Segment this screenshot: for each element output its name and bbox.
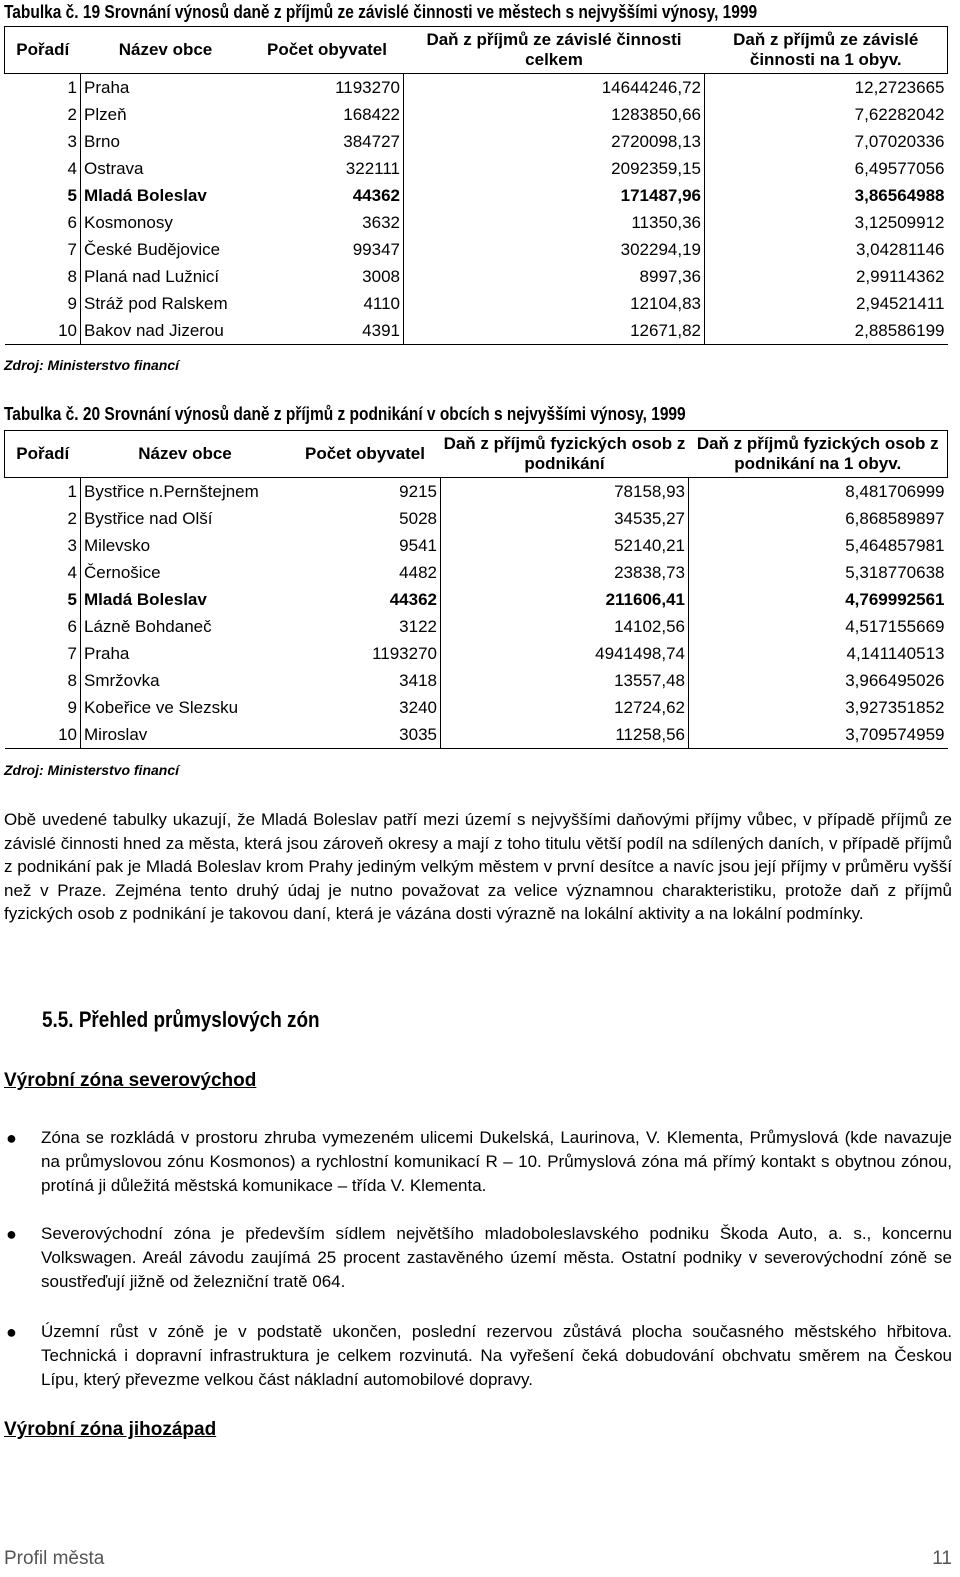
table-20-caption: Tabulka č. 20 Srovnání výnosů daně z příjmů z podnikání v obcích s nejvyššími výnosy, 1999 <box>4 404 686 424</box>
cell-population: 3122 <box>399 617 437 636</box>
cell-rank: 2 <box>67 105 77 124</box>
cell-tax-total: 2092359,15 <box>404 155 705 182</box>
cell-rank: 3 <box>67 132 77 151</box>
cell-tax-total: 34535,27 <box>441 505 689 532</box>
cell-municipality: Praha <box>81 640 290 667</box>
cell-tax-per-capita: 3,709574959 <box>689 721 948 749</box>
cell-tax-total: 11258,56 <box>441 721 689 749</box>
cell-tax-per-capita: 4,141140513 <box>689 640 948 667</box>
cell-tax-per-capita: 2,88586199 <box>705 317 948 345</box>
cell-tax-per-capita: 2,94521411 <box>705 290 948 317</box>
table-row <box>5 640 948 667</box>
cell-population: 44362 <box>352 186 400 205</box>
footer-title: Profil města <box>4 1548 105 1569</box>
table-row <box>5 694 948 721</box>
header-population: Počet obyvatel <box>251 27 404 74</box>
page-number: 11 <box>932 1548 952 1569</box>
cell-tax-per-capita: 6,49577056 <box>705 155 948 182</box>
cell-tax-per-capita: 3,04281146 <box>705 236 948 263</box>
cell-tax-per-capita: 6,868589897 <box>689 505 948 532</box>
bullet-text: Severovýchodní zóna je především sídlem největšího mladoboleslavského podniku Škoda Auto, a. s., koncernu Volkswagen. Areál závodu zaujímá 25 procent zastavěného území města. Ostatní podniky v severovýchodní zóně se soustřeďují jižně od železniční tratě 064. <box>41 1224 952 1291</box>
cell-population: 3632 <box>362 213 400 232</box>
table-19-body <box>5 27 948 345</box>
cell-municipality: Miroslav <box>81 721 290 749</box>
header-municipality: Název obce <box>81 431 290 478</box>
cell-rank: 1 <box>67 78 77 97</box>
cell-rank: 9 <box>67 698 77 717</box>
cell-rank: 8 <box>67 671 77 690</box>
table-row <box>5 478 948 506</box>
cell-tax-per-capita: 5,464857981 <box>689 532 948 559</box>
cell-population: 3008 <box>362 267 400 286</box>
zone-northeast-heading: Výrobní zóna severovýchod <box>4 1070 257 1091</box>
table-19-caption: Tabulka č. 19 Srovnání výnosů daně z příjmů ze závislé činnosti ve městech s nejvyššími výnosy, 1999 <box>4 2 758 22</box>
table-row <box>5 505 948 532</box>
cell-tax-per-capita: 7,62282042 <box>705 101 948 128</box>
cell-municipality: Stráž pod Ralskem <box>81 290 251 317</box>
cell-municipality: Planá nad Lužnicí <box>81 263 251 290</box>
table-row <box>5 209 948 236</box>
cell-municipality: Bakov nad Jizerou <box>81 317 251 345</box>
table-20-source: Zdroj: Ministerstvo financí <box>4 762 180 778</box>
bullet-item <box>4 1320 952 1392</box>
cell-municipality: České Budějovice <box>81 236 251 263</box>
cell-population: 384727 <box>343 132 400 151</box>
table-row <box>5 236 948 263</box>
cell-tax-total: 171487,96 <box>404 182 705 209</box>
bullet-icon: ● <box>6 1224 17 1244</box>
bullet-icon: ● <box>6 1322 17 1342</box>
cell-population: 1193270 <box>372 644 437 663</box>
cell-rank: 8 <box>67 267 77 286</box>
table-20-body <box>5 431 948 749</box>
header-tax-per-capita: Daň z příjmů fyzických osob z podnikání na 1 obyv. <box>689 431 948 478</box>
cell-municipality: Lázně Bohdaneč <box>81 613 290 640</box>
cell-tax-total: 12671,82 <box>404 317 705 345</box>
cell-municipality: Černošice <box>81 559 290 586</box>
cell-population: 99347 <box>352 240 400 259</box>
header-tax-total: Daň z příjmů fyzických osob z podnikání <box>441 431 689 478</box>
bullet-item <box>4 1126 952 1198</box>
cell-municipality: Praha <box>81 74 251 102</box>
cell-tax-total: 52140,21 <box>441 532 689 559</box>
table-row <box>5 317 948 345</box>
header-municipality: Název obce <box>81 27 251 74</box>
cell-tax-per-capita: 3,86564988 <box>705 182 948 209</box>
table-row <box>5 74 948 102</box>
table-row <box>5 532 948 559</box>
cell-rank: 7 <box>67 240 77 259</box>
cell-rank: 9 <box>67 294 77 313</box>
cell-population: 44362 <box>389 590 437 609</box>
cell-rank: 3 <box>67 536 77 555</box>
cell-rank: 7 <box>67 644 77 663</box>
cell-tax-total: 4941498,74 <box>441 640 689 667</box>
cell-population: 4482 <box>399 563 437 582</box>
header-rank: Pořadí <box>5 27 81 74</box>
cell-tax-total: 2720098,13 <box>404 128 705 155</box>
cell-population: 3240 <box>399 698 437 717</box>
cell-tax-total: 14102,56 <box>441 613 689 640</box>
table-row <box>5 155 948 182</box>
cell-tax-total: 302294,19 <box>404 236 705 263</box>
cell-population: 9215 <box>399 482 437 501</box>
section-heading: 5.5. Přehled průmyslových zón <box>42 1007 320 1032</box>
table-19 <box>4 26 948 345</box>
cell-tax-per-capita: 4,517155669 <box>689 613 948 640</box>
cell-municipality: Kosmonosy <box>81 209 251 236</box>
cell-rank: 10 <box>5 317 81 345</box>
cell-tax-total: 8997,36 <box>404 263 705 290</box>
cell-municipality: Bystřice nad Olší <box>81 505 290 532</box>
cell-population: 168422 <box>343 105 400 124</box>
cell-population: 3418 <box>399 671 437 690</box>
cell-population: 1193270 <box>335 78 400 97</box>
cell-municipality: Bystřice n.Pernštejnem <box>81 478 290 506</box>
table-row <box>5 263 948 290</box>
cell-rank: 1 <box>67 482 77 501</box>
cell-tax-per-capita: 8,481706999 <box>689 478 948 506</box>
cell-rank: 5 <box>67 590 77 609</box>
cell-municipality: Mladá Boleslav <box>81 586 290 613</box>
cell-rank: 5 <box>67 186 77 205</box>
table-row <box>5 586 948 613</box>
bullet-text: Územní růst v zóně je v podstatě ukončen, poslední rezervou zůstává plocha současného městského hřbitova. Technická i dopravní infrastruktura je celkem rozvinutá. Na vyřešení čeká dobudování obchvatu směrem na Českou Lípu, který převezme velkou část nákladní automobilové dopravy. <box>41 1322 952 1389</box>
cell-tax-per-capita: 2,99114362 <box>705 263 948 290</box>
cell-rank: 10 <box>5 721 81 749</box>
cell-rank: 4 <box>67 563 77 582</box>
cell-population: 3035 <box>290 721 441 749</box>
bullet-text: Zóna se rozkládá v prostoru zhruba vymezeném ulicemi Dukelská, Laurinova, V. Klementa, Průmyslová (kde navazuje na průmyslovou zónu Kosmonos) a rychlostní komunikací R – 10. Průmyslová zóna má přímý kontakt s obytnou zónou, protíná ji důležitá městská komunikace – třída V. Klementa. <box>41 1128 952 1195</box>
table-row <box>5 613 948 640</box>
cell-tax-total: 78158,93 <box>441 478 689 506</box>
table-row <box>5 667 948 694</box>
table-row <box>5 290 948 317</box>
table-20 <box>4 430 948 749</box>
cell-tax-per-capita: 3,966495026 <box>689 667 948 694</box>
cell-municipality: Kobeřice ve Slezsku <box>81 694 290 721</box>
cell-tax-total: 1283850,66 <box>404 101 705 128</box>
cell-tax-per-capita: 3,927351852 <box>689 694 948 721</box>
table-row <box>5 101 948 128</box>
cell-rank: 6 <box>67 617 77 636</box>
cell-tax-per-capita: 12,2723665 <box>705 74 948 102</box>
cell-rank: 2 <box>67 509 77 528</box>
header-rank: Pořadí <box>5 431 81 478</box>
cell-tax-total: 12104,83 <box>404 290 705 317</box>
cell-population: 4391 <box>251 317 404 345</box>
table-header-row <box>5 27 948 74</box>
header-population: Počet obyvatel <box>290 431 441 478</box>
table-row <box>5 559 948 586</box>
table-header-row <box>5 431 948 478</box>
header-tax-total: Daň z příjmů ze závislé činnosti celkem <box>404 27 705 74</box>
summary-paragraph: Obě uvedené tabulky ukazují, že Mladá Boleslav patří mezi území s nejvyššími daňovými příjmy vůbec, v případě příjmů ze závislé činnosti hned za města, která jsou zároveň okresy a mají z toho titulu větší podíl na sdílených daních, v případě příjmů z podnikání pak je Mladá Boleslav krom Prahy jediným velkým městem v první desítce a navíc jsou její příjmy v průměru vyšší než v Praze. Zejména tento druhý údaj je nutno považovat za velice významnou charakteristiku, protože daň z příjmů fyzických osob z podnikání je takovou daní, která je vázána dosti výrazně na lokální aktivity a na lokální podmínky. <box>4 810 952 923</box>
cell-tax-per-capita: 7,07020336 <box>705 128 948 155</box>
cell-tax-total: 23838,73 <box>441 559 689 586</box>
cell-population: 322111 <box>345 159 400 178</box>
cell-municipality: Ostrava <box>81 155 251 182</box>
cell-municipality: Plzeň <box>81 101 251 128</box>
cell-municipality: Smržovka <box>81 667 290 694</box>
bullet-icon: ● <box>6 1128 17 1148</box>
bullet-item <box>4 1222 952 1294</box>
cell-tax-per-capita: 3,12509912 <box>705 209 948 236</box>
cell-rank: 4 <box>67 159 77 178</box>
zone-southwest-heading: Výrobní zóna jihozápad <box>4 1419 217 1440</box>
cell-population: 5028 <box>399 509 437 528</box>
cell-rank: 6 <box>67 213 77 232</box>
table-19-source: Zdroj: Ministerstvo financí <box>4 357 180 373</box>
cell-municipality: Mladá Boleslav <box>81 182 251 209</box>
cell-tax-total: 12724,62 <box>441 694 689 721</box>
cell-municipality: Milevsko <box>81 532 290 559</box>
cell-population: 4110 <box>363 294 400 313</box>
cell-tax-total: 211606,41 <box>441 586 689 613</box>
table-row <box>5 182 948 209</box>
table-row <box>5 128 948 155</box>
header-tax-per-capita: Daň z příjmů ze závislé činnosti na 1 obyv. <box>705 27 948 74</box>
cell-municipality: Brno <box>81 128 251 155</box>
cell-tax-total: 13557,48 <box>441 667 689 694</box>
cell-tax-per-capita: 5,318770638 <box>689 559 948 586</box>
cell-population: 9541 <box>399 536 437 555</box>
table-row <box>5 721 948 749</box>
cell-tax-total: 14644246,72 <box>404 74 705 102</box>
cell-tax-per-capita: 4,769992561 <box>689 586 948 613</box>
cell-tax-total: 11350,36 <box>404 209 705 236</box>
